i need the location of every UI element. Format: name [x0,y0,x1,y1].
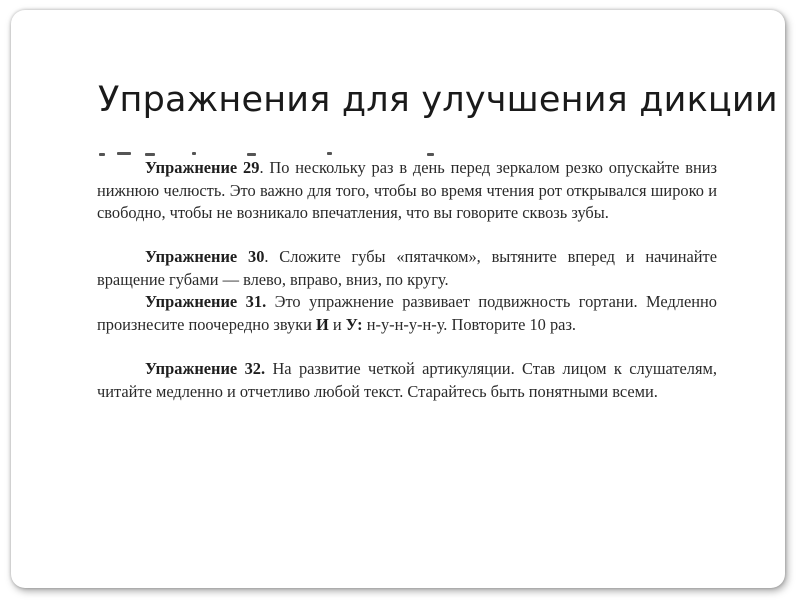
exercise-32 [97,358,717,403]
exercise-label: Упражнение 31. [145,292,267,311]
conjunction: и [328,314,346,334]
exercise-label: Упражнение 32. [145,359,266,378]
exercise-31 [97,291,717,336]
scanned-text-image [97,140,719,436]
cut-off-previous-line [97,150,497,156]
exercise-label: Упражнение 29 [145,158,260,177]
exercise-30 [97,246,717,291]
sound-i: И [316,314,329,334]
exercise-label: Упражнение 30 [145,247,265,266]
exercise-text: . Сложите губы «пятачком», вытяните вперед и начинайте вращение губами — влево, вправо, вниз, по кругу. [97,247,717,289]
exercise-29 [97,157,717,225]
exercise-text: На развитие четкой артикуляции. Став лицом к слушателям, читайте медленно и отчетливо любой текст. Старайтесь быть понятными всеми. [97,359,717,401]
slide-title: Упражнения для улучшения дикции [98,80,778,120]
sound-u: У: [345,314,363,334]
exercise-text: . По нескольку раз в день перед зеркалом резко опускайте вниз нижнюю челюсть. Это важно для того, чтобы во время чтения рот открывался широко и свободно, чтобы не возникало впечатления, что вы говорите сквозь зубы. [97,158,717,223]
exercise-text: н-у-н-у-н-у. Повторите 10 раз. [362,314,577,334]
exercise-text: Это упражнение развивает подвижность гортани. Медленно произнесите поочередно звуки [97,292,717,334]
